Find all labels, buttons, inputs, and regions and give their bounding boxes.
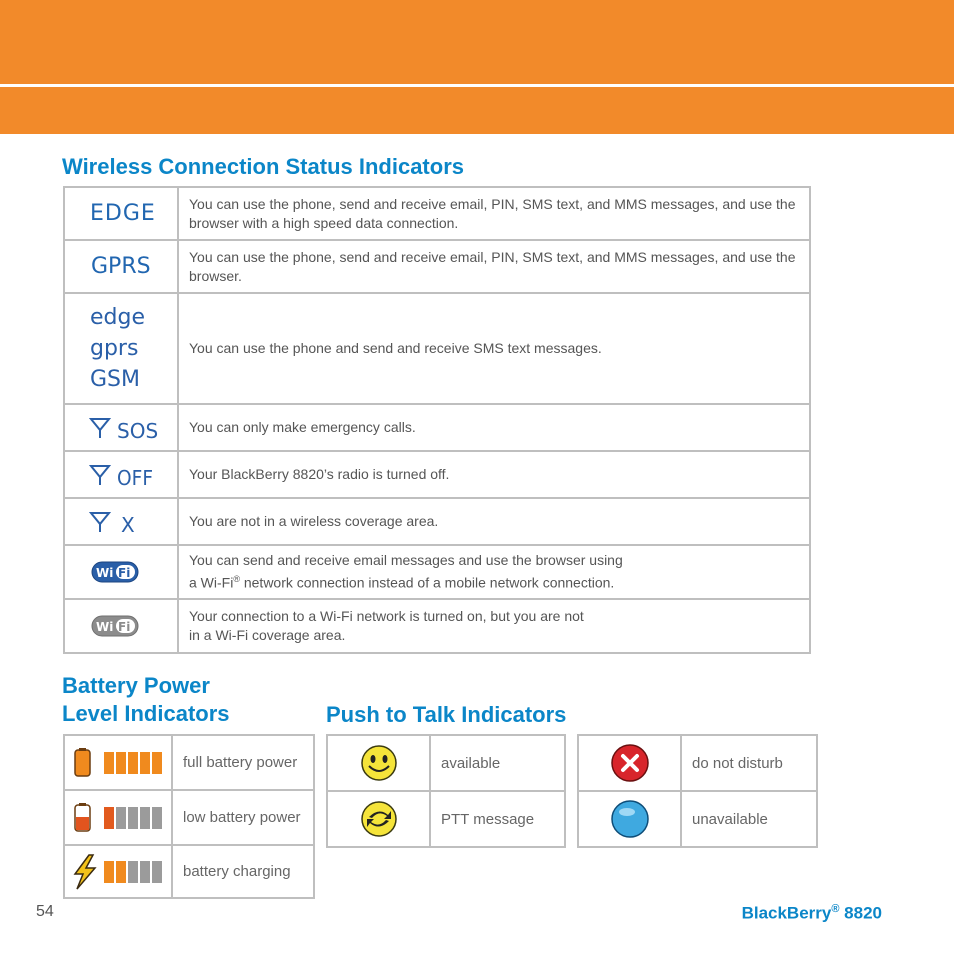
svg-text:Wi: Wi bbox=[96, 566, 114, 580]
table-row: low battery power bbox=[64, 790, 314, 845]
ptt-message-icon bbox=[327, 791, 430, 847]
table-row: GPRS You can use the phone, send and receive email, PIN, SMS text, and MMS messages, and use the browser. bbox=[64, 240, 810, 293]
gprs-icon: GPRS bbox=[64, 240, 178, 293]
radio-off-icon bbox=[64, 451, 178, 498]
available-smiley-icon bbox=[327, 735, 430, 791]
header-band-lower bbox=[0, 87, 954, 134]
ptt-table-right bbox=[577, 734, 818, 848]
table-row: full battery power bbox=[64, 735, 314, 790]
battery-full-icon bbox=[64, 735, 172, 790]
wifi-connected-icon bbox=[64, 545, 178, 599]
battery-low-icon bbox=[64, 790, 172, 845]
wireless-section-title: Wireless Connection Status Indicators bbox=[62, 154, 464, 179]
ptt-table-left bbox=[326, 734, 566, 848]
table-row: unavailable bbox=[578, 791, 817, 847]
do-not-disturb-icon bbox=[578, 735, 681, 791]
network-type-icons: edge gprs GSM bbox=[64, 293, 178, 404]
table-row: available bbox=[327, 735, 565, 791]
table-row: X You are not in a wireless coverage area. bbox=[64, 498, 810, 545]
svg-text:Fi: Fi bbox=[118, 620, 131, 634]
svg-text:Fi: Fi bbox=[118, 566, 131, 580]
svg-text:X: X bbox=[121, 512, 135, 536]
header-band bbox=[0, 0, 954, 84]
wifi-no-coverage-icon bbox=[64, 599, 178, 653]
table-row: OFF Your BlackBerry 8820’s radio is turned off. bbox=[64, 451, 810, 498]
table-row: battery charging bbox=[64, 845, 314, 898]
svg-text:Wi: Wi bbox=[96, 620, 114, 634]
battery-table bbox=[63, 734, 315, 899]
table-row: PTT message bbox=[327, 791, 565, 847]
table-row: EDGE You can use the phone, send and receive email, PIN, SMS text, and MMS messages, and use the browser with a high speed data connection. bbox=[64, 187, 810, 240]
table-row: do not disturb bbox=[578, 735, 817, 791]
battery-section-title: Battery Power Level Indicators bbox=[62, 673, 230, 726]
sos-icon bbox=[64, 404, 178, 451]
svg-text:OFF: OFF bbox=[117, 465, 153, 489]
edge-icon: EDGE bbox=[64, 187, 178, 240]
table-row: SOS You can only make emergency calls. bbox=[64, 404, 810, 451]
svg-text:SOS: SOS bbox=[117, 418, 159, 442]
table-row: Wi Fi Your connection to a Wi-Fi network is turned on, but you are not in a Wi-Fi coverage area. bbox=[64, 599, 810, 653]
wireless-table bbox=[63, 186, 811, 654]
no-coverage-icon bbox=[64, 498, 178, 545]
table-row: edge gprs GSM You can use the phone and send and receive SMS text messages. bbox=[64, 293, 810, 404]
page-number: 54 bbox=[36, 903, 54, 920]
table-row: Wi Fi You can send and receive email messages and use the browser using a Wi-Fi® network connection instead of a mobile network connection. bbox=[64, 545, 810, 599]
footer-brand: BlackBerry® 8820 bbox=[741, 903, 882, 923]
ptt-section-title: Push to Talk Indicators bbox=[326, 702, 567, 727]
battery-charging-icon bbox=[64, 845, 172, 898]
unavailable-icon bbox=[578, 791, 681, 847]
